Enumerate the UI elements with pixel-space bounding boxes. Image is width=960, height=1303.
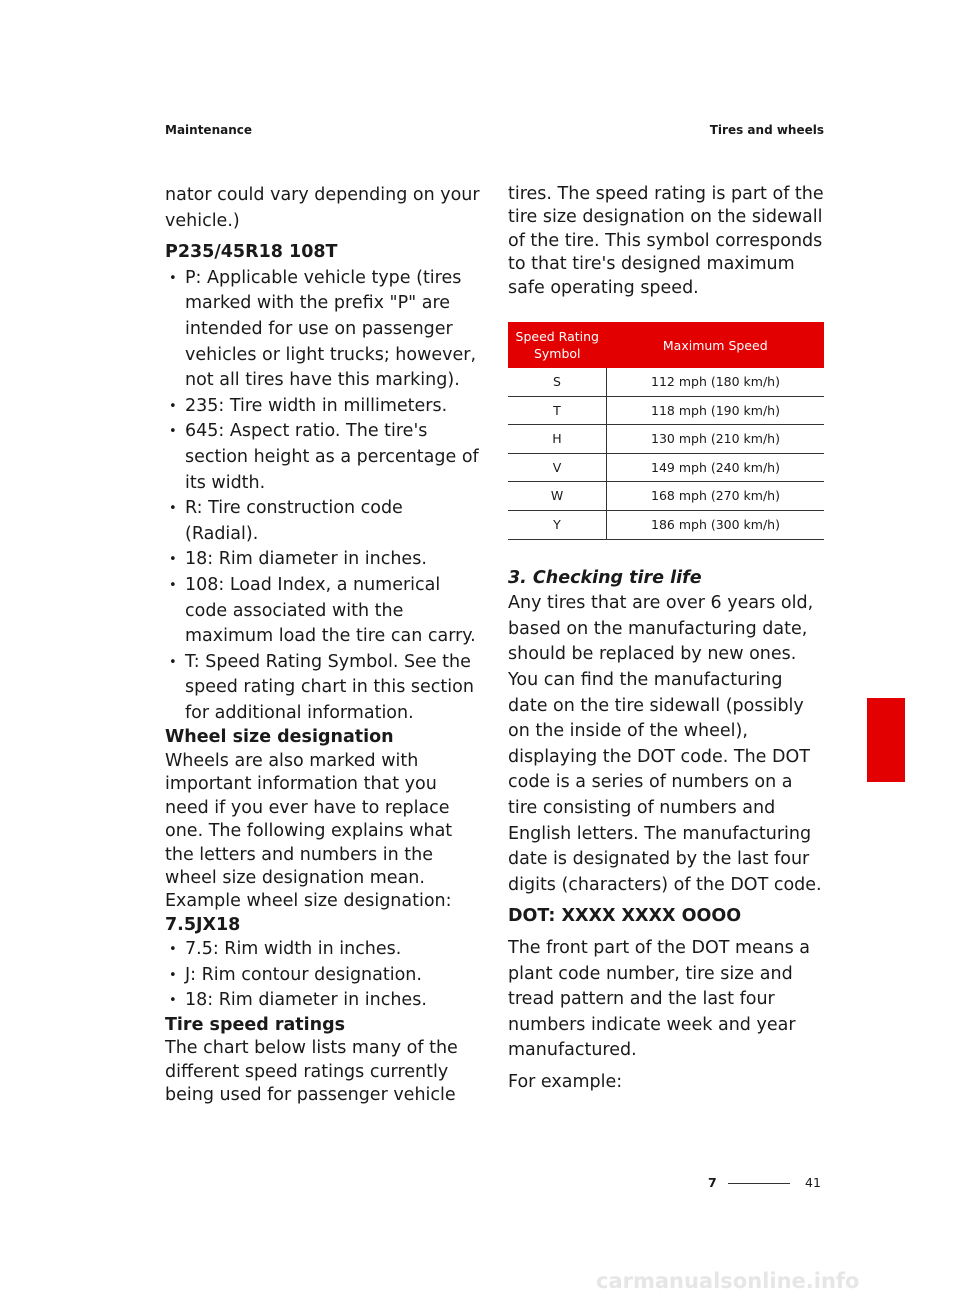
footer-chapter: 7	[708, 1175, 717, 1190]
tire-code: P235/45R18 108T	[165, 242, 338, 263]
list-item: • 18: Rim diameter in inches.	[165, 988, 480, 1014]
wheel-size-text: Wheels are also marked with important information that you need if you ever have to replace one. The following explains what the letters and numbers in the wheel size designation mean.	[165, 750, 453, 888]
checking-tire-life-heading: 3. Checking tire life	[508, 567, 702, 588]
list-item: • 18: Rim diameter in inches.	[165, 547, 480, 573]
speed-ratings-text-cont: tires. The speed rating is part of the tire size designation on the sidewall of the tire. This symbol corresponds to that tire's designed maximum safe operating speed.	[508, 184, 824, 298]
symbol-cell: S	[508, 368, 607, 396]
list-item: • T: Speed Rating Symbol. See the speed rating chart in this section for additional information.	[165, 650, 480, 727]
left-column	[165, 183, 480, 1108]
symbol-cell: W	[508, 482, 607, 511]
speed-cell: 130 mph (210 km/h)	[607, 425, 825, 454]
table-row	[508, 396, 824, 425]
list-item: • 7.5: Rim width in inches.	[165, 937, 480, 963]
table-row	[508, 425, 824, 454]
watermark: carmanualsonline.info	[596, 1269, 860, 1293]
example-label: For example:	[508, 1071, 623, 1092]
table-row	[508, 368, 824, 396]
speed-rating-table	[508, 322, 824, 540]
speed-cell: 149 mph (240 km/h)	[607, 453, 825, 482]
speed-cell: 168 mph (270 km/h)	[607, 482, 825, 511]
speed-ratings-heading: Tire speed ratings	[165, 1014, 346, 1035]
symbol-cell: H	[508, 425, 607, 454]
table-row	[508, 482, 824, 511]
list-item: • R: Tire construction code (Radial).	[165, 496, 480, 547]
dot-text: The front part of the DOT means a plant code number, tire size and tread pattern and the last four numbers indicate week and year manufactured.	[508, 937, 811, 1061]
right-column	[508, 183, 825, 1095]
checking-tire-life-text: Any tires that are over 6 years old, based on the manufacturing date, should be replaced by new ones. You can find the manufacturing date on the tire sidewall (possibly on the inside of the wheel), displaying the DOT code. The DOT code is a series of numbers on a tire consisting of numbers and English letters. The manufacturing date is designated by the last four digits (characters) of the DOT code.	[508, 593, 822, 895]
table-row	[508, 453, 824, 482]
wheel-size-heading: Wheel size designation	[165, 727, 394, 748]
speed-ratings-text: The chart below lists many of the different speed ratings currently being used for passenger vehicle	[165, 1038, 458, 1106]
symbol-cell: Y	[508, 511, 607, 540]
symbol-cell: V	[508, 453, 607, 482]
table-header-symbol: Speed Rating Symbol	[508, 322, 607, 368]
footer-page-number: 41	[805, 1175, 821, 1190]
intro-line-2: vehicle.)	[165, 210, 240, 231]
table-header-speed: Maximum Speed	[607, 322, 825, 368]
intro-line-1: nator could vary depending on your	[165, 185, 480, 205]
wheel-code-list	[165, 937, 480, 1014]
speed-cell: 112 mph (180 km/h)	[607, 368, 825, 396]
table-row	[508, 511, 824, 540]
speed-cell: 186 mph (300 km/h)	[607, 511, 825, 540]
speed-cell: 118 mph (190 km/h)	[607, 396, 825, 425]
list-item: • 108: Load Index, a numerical code associated with the maximum load the tire can carry.	[165, 573, 480, 650]
list-item: • 645: Aspect ratio. The tire's section height as a percentage of its width.	[165, 419, 480, 496]
list-item: • J: Rim contour designation.	[165, 963, 480, 989]
chapter-tab-number: 7	[876, 764, 888, 784]
header-section: Maintenance	[165, 123, 253, 137]
tire-code-list	[165, 266, 480, 727]
list-item: • P: Applicable vehicle type (tires marked with the prefix "P" are intended for use on passenger vehicles or light trucks; however, not all tires have this marking).	[165, 266, 480, 394]
wheel-example-label: Example wheel size designation:	[165, 891, 452, 912]
list-item: • 235: Tire width in millimeters.	[165, 394, 480, 420]
footer-divider	[728, 1183, 790, 1184]
header-title: Tires and wheels	[709, 123, 824, 137]
dot-code: DOT: XXXX XXXX OOOO	[508, 906, 742, 927]
wheel-example-code: 7.5JX18	[165, 914, 241, 935]
symbol-cell: T	[508, 396, 607, 425]
